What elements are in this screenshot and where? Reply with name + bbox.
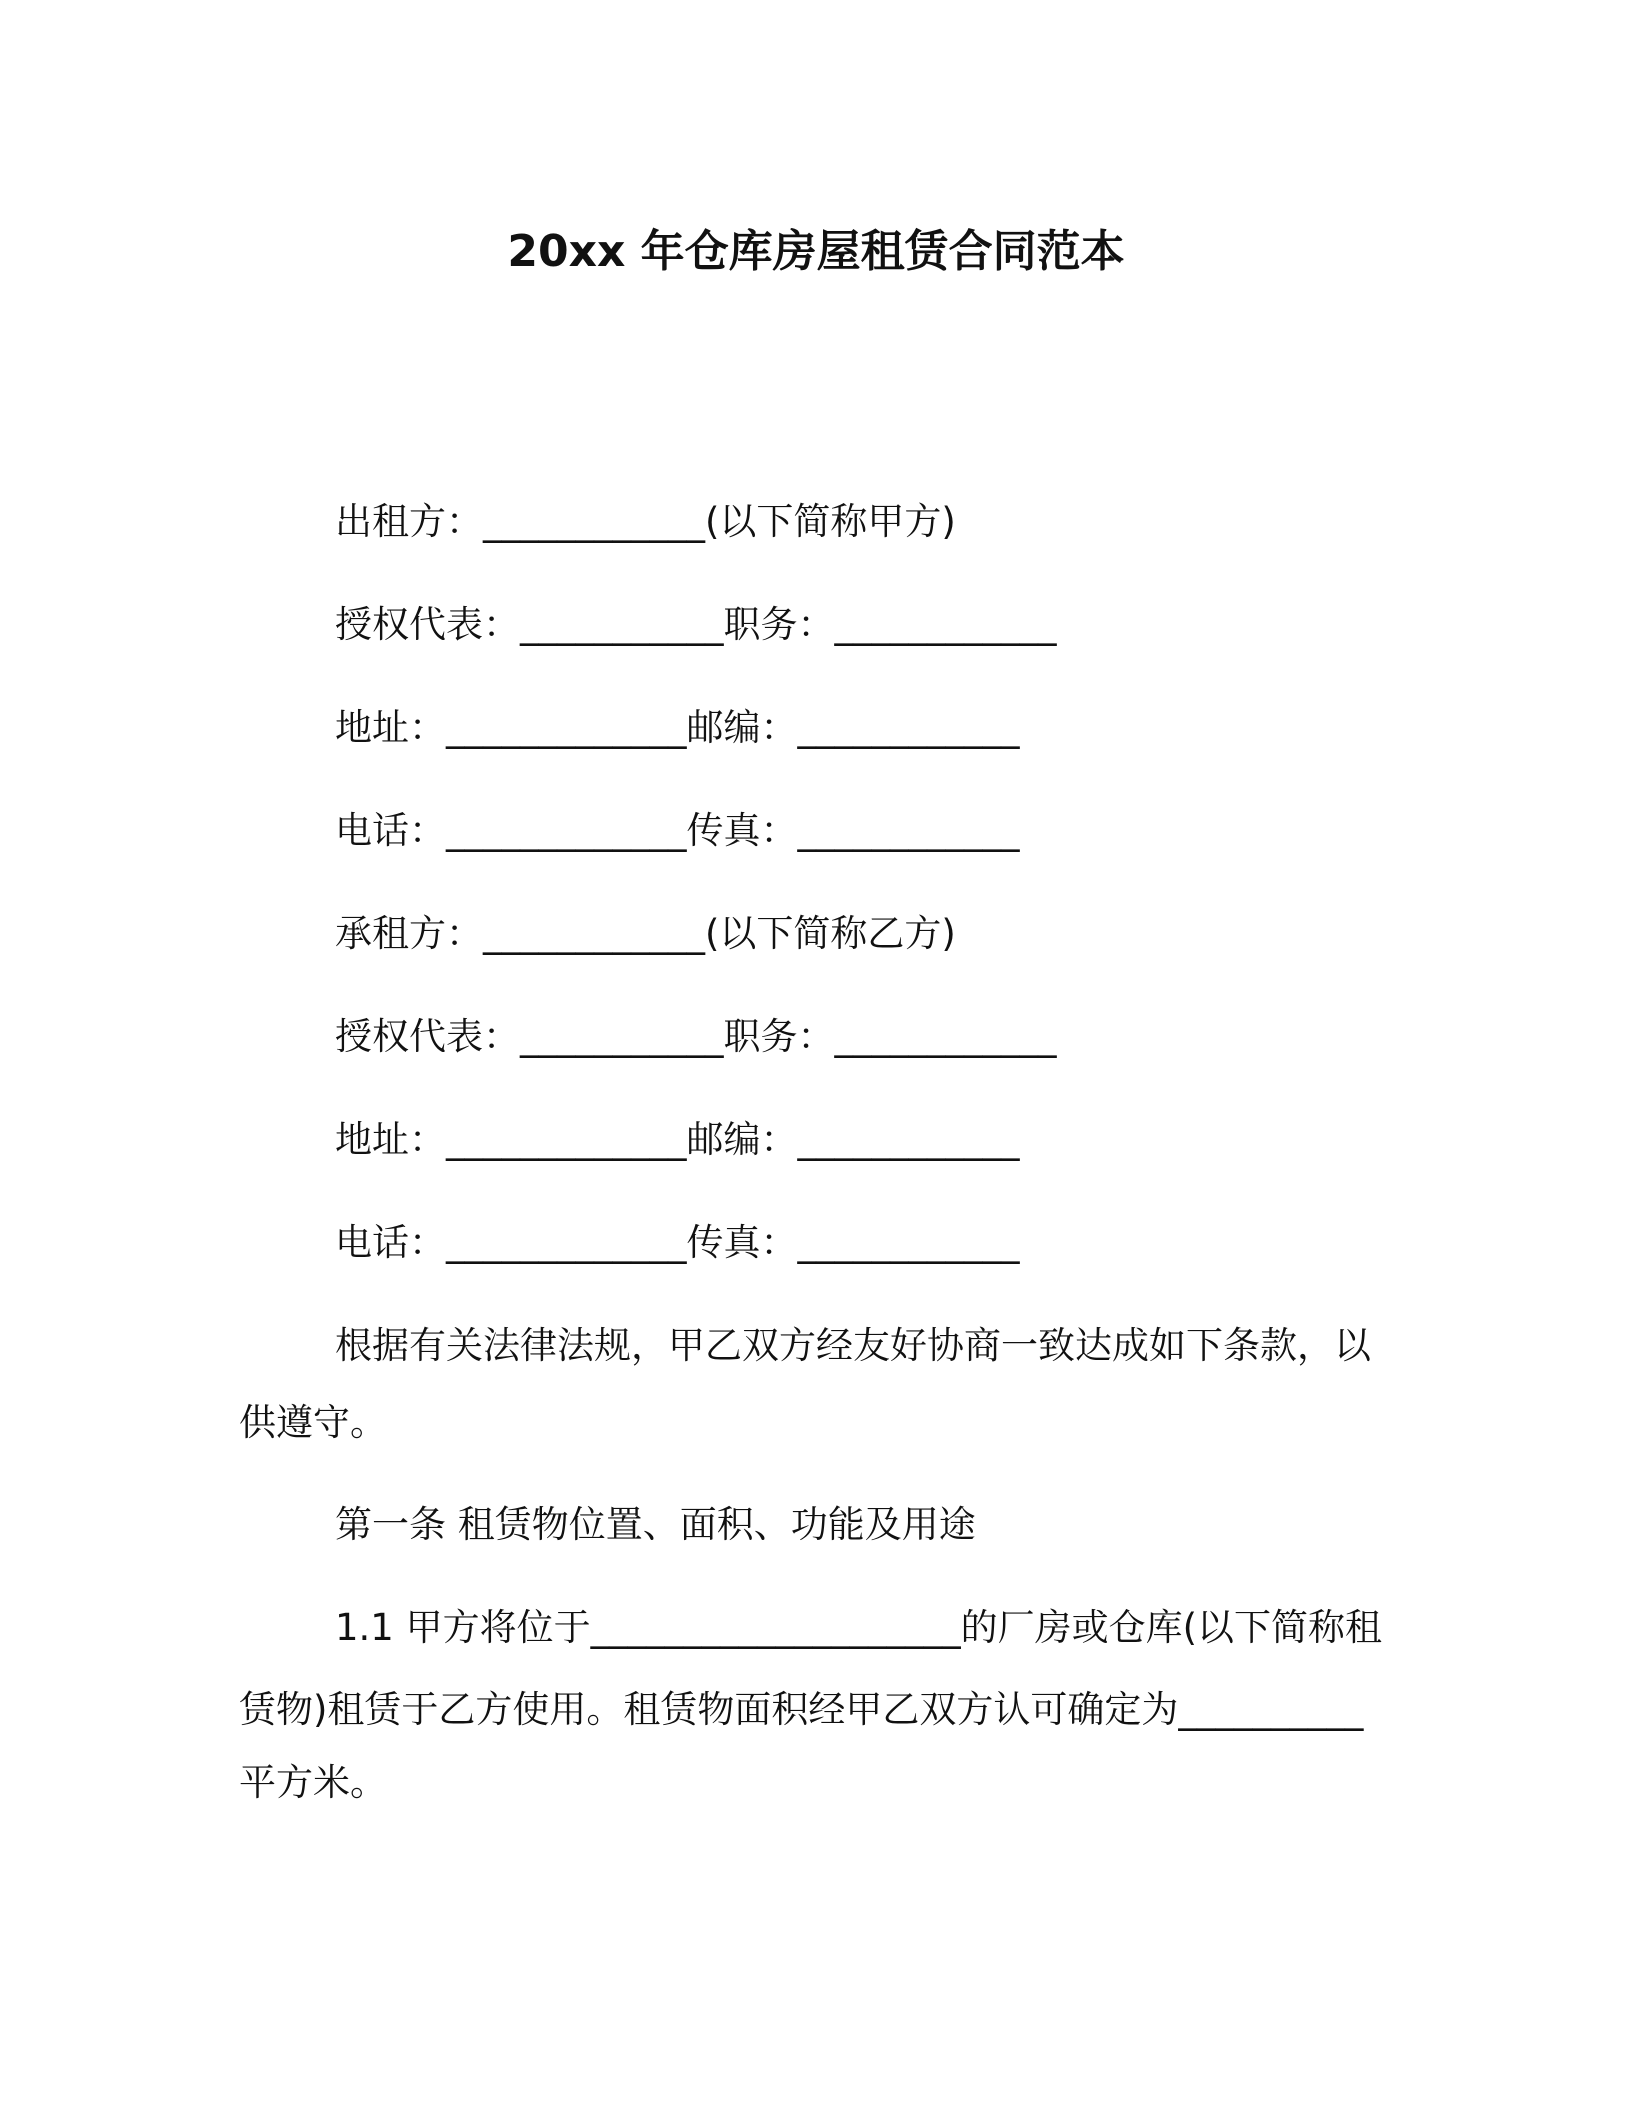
lessor-representative-line: 授权代表：___________职务：____________ [335,603,1057,646]
clause-1-1-line-1: 1.1 甲方将位于____________________的厂房或仓库(以下简称租 [335,1606,1383,1649]
preamble-line-2: 供遵守。 [239,1401,387,1444]
lessor-phone-line: 电话：_____________传真：____________ [335,809,1020,852]
lessee-address-line: 地址：_____________邮编：____________ [335,1118,1020,1161]
lessee-representative-line: 授权代表：___________职务：____________ [335,1015,1057,1058]
clause-1-1-paragraph [239,1603,1389,1808]
preamble-line-1: 根据有关法律法规，甲乙双方经友好协商一致达成如下条款，以 [335,1324,1371,1367]
document-title: 20xx 年仓库房屋租赁合同范本 [507,226,1125,277]
lessor-line: 出租方：____________(以下简称甲方) [335,500,956,543]
article-1-heading: 第一条 租赁物位置、面积、功能及用途 [335,1503,976,1546]
lessor-address-line: 地址：_____________邮编：____________ [335,706,1020,749]
lessee-phone-line: 电话：_____________传真：____________ [335,1221,1020,1264]
clause-1-1-line-3: 平方米。 [239,1761,387,1804]
preamble-paragraph [239,1321,1389,1448]
clause-1-1-line-2: 赁物)租赁于乙方使用。租赁物面积经甲乙双方认可确定为__________ [239,1688,1364,1731]
lessee-line: 承租方：____________(以下简称乙方) [335,912,956,955]
